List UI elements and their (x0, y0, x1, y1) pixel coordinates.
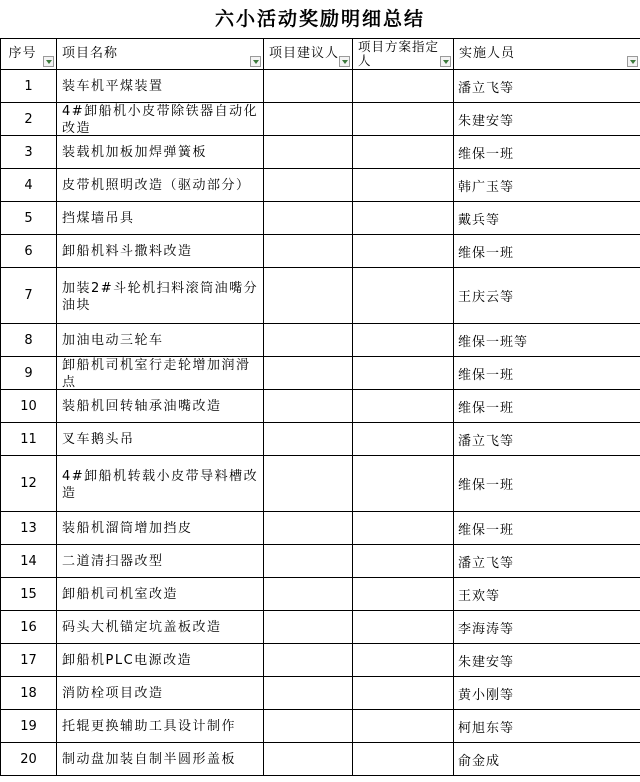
proposer-cell[interactable] (264, 103, 353, 136)
project-name-text: 卸船机PLC电源改造 (62, 652, 193, 668)
plan-designee-cell[interactable] (353, 611, 454, 644)
implementers-cell[interactable]: 维保一班 (454, 136, 640, 169)
plan-designee-cell[interactable] (353, 268, 454, 324)
project-name-cell[interactable] (57, 136, 264, 169)
project-name-cell[interactable] (57, 710, 264, 743)
table-row (1, 390, 640, 423)
project-name-cell[interactable] (57, 103, 264, 136)
proposer-cell[interactable] (264, 423, 353, 456)
reward-table (0, 38, 640, 776)
project-name-cell[interactable] (57, 235, 264, 268)
implementers-cell[interactable]: 潘立飞等 (454, 70, 640, 103)
project-name-cell[interactable] (57, 268, 264, 324)
project-name-cell[interactable] (57, 456, 264, 512)
table-row (1, 644, 640, 677)
proposer-cell[interactable] (264, 743, 353, 776)
project-name-text: 卸船机司机室行走轮增加润滑点 (62, 358, 251, 389)
project-name-cell[interactable] (57, 677, 264, 710)
table-row (1, 545, 640, 578)
project-name-text: 二道清扫器改型 (62, 553, 164, 569)
serial-no-cell[interactable]: 15 (1, 578, 57, 611)
implementers-cell[interactable]: 维保一班等 (454, 324, 640, 357)
project-name-cell[interactable] (57, 743, 264, 776)
serial-no-cell[interactable]: 7 (1, 268, 57, 324)
proposer-cell[interactable] (264, 169, 353, 202)
table-row (1, 202, 640, 235)
serial-no-cell[interactable]: 11 (1, 423, 57, 456)
plan-designee-cell[interactable] (353, 545, 454, 578)
implementers-cell[interactable]: 李海涛等 (454, 611, 640, 644)
plan-designee-cell[interactable] (353, 677, 454, 710)
project-name-cell[interactable] (57, 423, 264, 456)
proposer-cell[interactable] (264, 235, 353, 268)
table-row (1, 677, 640, 710)
proposer-cell[interactable] (264, 390, 353, 423)
project-name-cell[interactable] (57, 70, 264, 103)
filter-dropdown-icon[interactable] (339, 56, 350, 67)
header-plan-designee: 项目方案指定人 (353, 39, 454, 70)
table-row (1, 710, 640, 743)
project-name-cell[interactable] (57, 611, 264, 644)
serial-no-cell[interactable]: 19 (1, 710, 57, 743)
implementers-cell[interactable]: 朱建安等 (454, 103, 640, 136)
plan-designee-cell[interactable] (353, 710, 454, 743)
plan-designee-cell[interactable] (353, 169, 454, 202)
project-name-text: 装车机平煤装置 (62, 78, 164, 94)
header-row (1, 39, 640, 70)
plan-designee-cell[interactable] (353, 357, 454, 390)
serial-no-cell[interactable]: 20 (1, 743, 57, 776)
serial-no-cell[interactable]: 17 (1, 644, 57, 677)
sheet-title: 六小活动奖励明细总结 (214, 8, 425, 30)
project-name-cell[interactable] (57, 545, 264, 578)
project-name-text: 挡煤墙吊具 (62, 210, 135, 226)
implementers-cell[interactable]: 王欢等 (454, 578, 640, 611)
table-row (1, 743, 640, 776)
plan-designee-cell[interactable] (353, 423, 454, 456)
project-name-text: 皮带机照明改造（驱动部分） (62, 177, 251, 193)
implementers-cell[interactable]: 维保一班 (454, 390, 640, 423)
plan-designee-cell[interactable] (353, 578, 454, 611)
project-name-cell[interactable] (57, 202, 264, 235)
serial-no-cell[interactable]: 9 (1, 357, 57, 390)
plan-designee-cell[interactable] (353, 390, 454, 423)
implementers-cell[interactable]: 潘立飞等 (454, 423, 640, 456)
filter-dropdown-icon[interactable] (43, 56, 54, 67)
plan-designee-cell[interactable] (353, 456, 454, 512)
plan-designee-cell[interactable] (353, 103, 454, 136)
proposer-cell[interactable] (264, 512, 353, 545)
header-project-name: 项目名称 (57, 39, 264, 70)
serial-no-cell[interactable]: 2 (1, 103, 57, 136)
proposer-cell[interactable] (264, 710, 353, 743)
table-row (1, 136, 640, 169)
plan-designee-cell[interactable] (353, 512, 454, 545)
table-row (1, 357, 640, 390)
project-name-text: 卸船机料斗撒料改造 (62, 243, 193, 259)
plan-designee-cell[interactable] (353, 136, 454, 169)
proposer-cell[interactable] (264, 357, 353, 390)
proposer-cell[interactable] (264, 268, 353, 324)
serial-no-cell[interactable]: 1 (1, 70, 57, 103)
project-name-text: 加油电动三轮车 (62, 332, 164, 348)
proposer-cell[interactable] (264, 644, 353, 677)
implementers-cell[interactable]: 戴兵等 (454, 202, 640, 235)
plan-designee-cell[interactable] (353, 644, 454, 677)
project-name-text: 4#卸船机小皮带除铁器自动化改造 (62, 104, 259, 135)
implementers-cell[interactable]: 王庆云等 (454, 268, 640, 324)
project-name-cell[interactable] (57, 357, 264, 390)
project-name-cell[interactable] (57, 644, 264, 677)
project-name-cell[interactable] (57, 512, 264, 545)
table-row (1, 268, 640, 324)
serial-no-cell[interactable]: 13 (1, 512, 57, 545)
serial-no-cell[interactable]: 18 (1, 677, 57, 710)
project-name-cell[interactable] (57, 169, 264, 202)
implementers-cell[interactable]: 维保一班 (454, 456, 640, 512)
proposer-cell[interactable] (264, 136, 353, 169)
project-name-text: 加装2#斗轮机扫料滚筒油嘴分油块 (62, 280, 259, 312)
table-row (1, 512, 640, 545)
project-name-text: 卸船机司机室改造 (62, 586, 179, 602)
plan-designee-cell[interactable] (353, 70, 454, 103)
implementers-cell[interactable]: 黄小刚等 (454, 677, 640, 710)
table-row (1, 169, 640, 202)
project-name-text: 装船机回转轴承油嘴改造 (62, 398, 222, 414)
plan-designee-cell[interactable] (353, 743, 454, 776)
project-name-text: 4#卸船机转载小皮带导料槽改造 (62, 468, 259, 500)
serial-no-cell[interactable]: 10 (1, 390, 57, 423)
proposer-cell[interactable] (264, 578, 353, 611)
serial-no-cell[interactable]: 5 (1, 202, 57, 235)
header-proposer: 项目建议人 (264, 39, 353, 70)
project-name-cell[interactable] (57, 390, 264, 423)
implementers-cell[interactable]: 朱建安等 (454, 644, 640, 677)
implementers-cell[interactable]: 俞金成 (454, 743, 640, 776)
serial-no-cell[interactable]: 8 (1, 324, 57, 357)
table-row (1, 423, 640, 456)
table-row (1, 70, 640, 103)
implementers-cell[interactable]: 潘立飞等 (454, 545, 640, 578)
table-row (1, 235, 640, 268)
header-implementers: 实施人员 (454, 39, 640, 70)
proposer-cell[interactable] (264, 202, 353, 235)
project-name-text: 装载机加板加焊弹簧板 (62, 144, 208, 160)
project-name-text: 叉车鹅头吊 (62, 431, 135, 447)
table-row (1, 103, 640, 136)
table-row (1, 611, 640, 644)
plan-designee-cell[interactable] (353, 235, 454, 268)
plan-designee-cell[interactable] (353, 324, 454, 357)
serial-no-cell[interactable]: 12 (1, 456, 57, 512)
filter-dropdown-icon[interactable] (250, 56, 261, 67)
table-row (1, 578, 640, 611)
proposer-cell[interactable] (264, 545, 353, 578)
project-name-text: 码头大机锚定坑盖板改造 (62, 619, 222, 635)
header-serial-no: 序号 (1, 39, 57, 70)
serial-no-cell[interactable]: 3 (1, 136, 57, 169)
project-name-text: 制动盘加装自制半圆形盖板 (62, 751, 237, 767)
implementers-cell[interactable]: 维保一班 (454, 512, 640, 545)
project-name-cell[interactable] (57, 578, 264, 611)
proposer-cell[interactable] (264, 324, 353, 357)
proposer-cell[interactable] (264, 677, 353, 710)
implementers-cell[interactable]: 维保一班 (454, 235, 640, 268)
serial-no-cell[interactable]: 16 (1, 611, 57, 644)
plan-designee-cell[interactable] (353, 202, 454, 235)
proposer-cell[interactable] (264, 70, 353, 103)
project-name-text: 消防栓项目改造 (62, 685, 164, 701)
serial-no-cell[interactable]: 6 (1, 235, 57, 268)
serial-no-cell[interactable]: 4 (1, 169, 57, 202)
filter-dropdown-icon[interactable] (627, 56, 638, 67)
serial-no-cell[interactable]: 14 (1, 545, 57, 578)
project-name-cell[interactable] (57, 324, 264, 357)
project-name-text: 托辊更换辅助工具设计制作 (62, 718, 237, 734)
proposer-cell[interactable] (264, 611, 353, 644)
proposer-cell[interactable] (264, 456, 353, 512)
table-row (1, 324, 640, 357)
table-row (1, 456, 640, 512)
filter-dropdown-icon[interactable] (440, 56, 451, 67)
project-name-text: 装船机溜筒增加挡皮 (62, 520, 193, 536)
implementers-cell[interactable]: 柯旭东等 (454, 710, 640, 743)
implementers-cell[interactable]: 韩广玉等 (454, 169, 640, 202)
implementers-cell[interactable]: 维保一班 (454, 357, 640, 390)
